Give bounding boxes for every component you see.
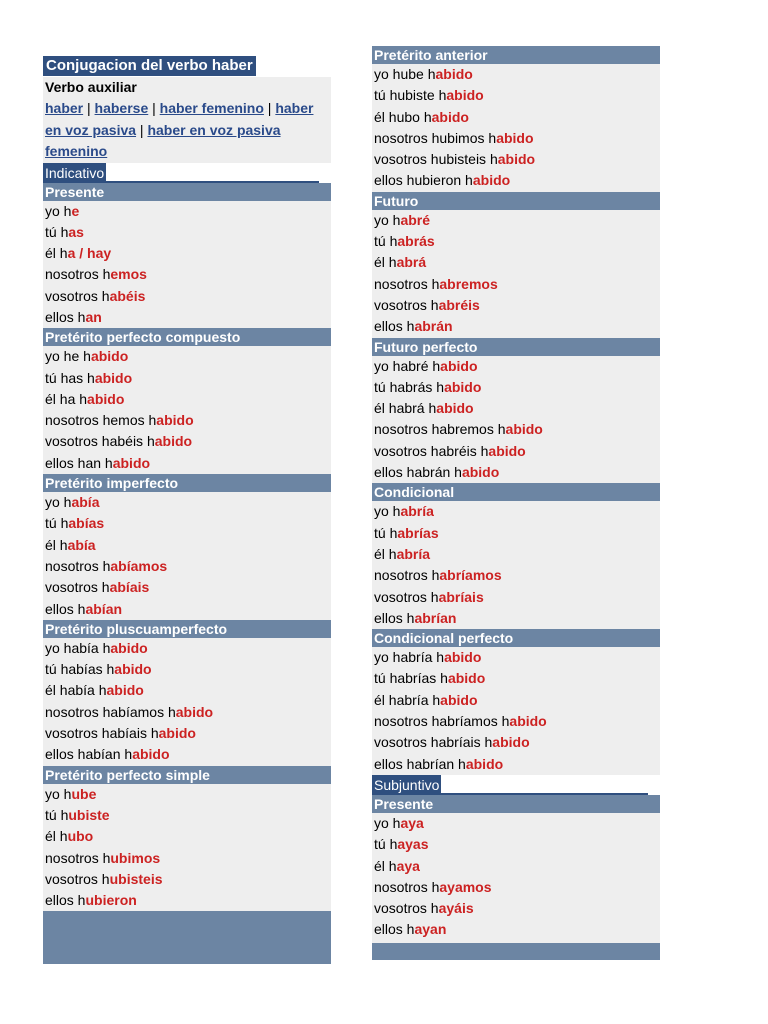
link-haber-voz-pasiva[interactable]: haber en voz pasiva bbox=[45, 100, 314, 138]
conjugation-stem: nosotros h bbox=[374, 567, 440, 584]
conjugation-ending: abríais bbox=[438, 588, 484, 605]
conjugation-ending: abido bbox=[492, 734, 530, 751]
conjugation-stem: tú h bbox=[45, 806, 69, 823]
tense-header-preterito-imperfecto: Pretérito imperfecto bbox=[43, 474, 331, 492]
conjugation-ending: abría bbox=[396, 545, 431, 562]
conjugation-stem: él h bbox=[374, 545, 397, 562]
conjugation-ending: abido bbox=[497, 151, 536, 168]
conjugation-ending: ayas bbox=[397, 836, 429, 853]
conjugation-stem: nosotros hemos h bbox=[45, 412, 157, 429]
verb-type: Verbo auxiliar bbox=[43, 77, 331, 98]
conjugation-stem: yo h bbox=[374, 814, 401, 831]
tense-header-condicional-perfecto: Condicional perfecto bbox=[372, 629, 660, 647]
conjugation-stem: tú has h bbox=[45, 369, 95, 386]
conjugation-ending: abido bbox=[156, 412, 194, 429]
conjugation-row bbox=[372, 149, 660, 170]
conjugation-stem: vosotros habíais h bbox=[45, 725, 159, 742]
conjugation-row bbox=[43, 556, 331, 577]
conjugation-stem: él ha h bbox=[45, 390, 88, 407]
tense-header-preterito-perfecto-simple: Pretérito perfecto simple bbox=[43, 766, 331, 784]
conjugation-ending: abido bbox=[87, 390, 125, 407]
conjugation-ending: abrías bbox=[397, 524, 439, 541]
conjugation-ending: e bbox=[71, 202, 80, 219]
mood-underline bbox=[372, 793, 648, 795]
conjugation-ending: abido bbox=[446, 87, 484, 104]
conjugation-row bbox=[372, 85, 660, 106]
conjugation-row bbox=[372, 587, 660, 608]
conjugation-row bbox=[372, 419, 660, 440]
conjugation-row bbox=[372, 170, 660, 191]
conjugation-stem: nosotros habríamos h bbox=[374, 713, 510, 730]
conjugation-row bbox=[372, 252, 660, 273]
conjugation-ending: abrás bbox=[397, 233, 435, 250]
left-footer-block bbox=[43, 911, 331, 964]
conjugation-ending: abíais bbox=[109, 579, 150, 596]
conjugation-row bbox=[372, 64, 660, 85]
conjugation-ending: abido bbox=[431, 108, 469, 125]
conjugation-ending: abido bbox=[110, 639, 148, 656]
tense-header-preterito-anterior: Pretérito anterior bbox=[372, 46, 660, 64]
conjugation-row bbox=[372, 813, 660, 834]
conjugation-stem: tú h bbox=[374, 524, 398, 541]
conjugation-stem: ellos habrán h bbox=[374, 464, 462, 481]
conjugation-ending: abré bbox=[400, 211, 431, 228]
conjugation-stem: yo hube h bbox=[374, 66, 436, 82]
conjugation-ending: abíamos bbox=[110, 557, 168, 574]
conjugation-row bbox=[372, 377, 660, 398]
conjugation-row bbox=[372, 231, 660, 252]
conjugation-stem: vosotros h bbox=[45, 287, 110, 304]
conjugation-stem: tú h bbox=[374, 233, 398, 250]
conjugation-ending: ubisteis bbox=[109, 870, 163, 887]
conjugation-row bbox=[372, 544, 660, 565]
conjugation-row bbox=[43, 680, 331, 701]
conjugation-ending: abido bbox=[440, 691, 478, 708]
conjugation-row bbox=[43, 890, 331, 911]
conjugation-ending: as bbox=[68, 223, 84, 240]
conjugation-stem: nosotros h bbox=[374, 275, 440, 292]
conjugation-stem: vosotros habéis h bbox=[45, 433, 155, 450]
conjugation-stem: él h bbox=[374, 857, 397, 874]
mood-header-subjuntivo bbox=[372, 775, 660, 795]
conjugation-row bbox=[372, 856, 660, 877]
conjugation-stem: tú habrías h bbox=[374, 670, 448, 687]
conjugation-stem: yo h bbox=[45, 494, 72, 511]
mood-header-indicativo bbox=[43, 163, 331, 183]
tense-header-futuro-perfecto: Futuro perfecto bbox=[372, 338, 660, 356]
page-title-row bbox=[43, 55, 331, 77]
conjugation-ending: abías bbox=[68, 515, 105, 532]
conjugation-row bbox=[43, 368, 331, 389]
conjugation-row bbox=[43, 346, 331, 367]
conjugation-row bbox=[372, 754, 660, 775]
conjugation-ending: abido bbox=[435, 66, 473, 82]
conjugation-ending: aya bbox=[400, 814, 424, 831]
conjugation-ending: ayamos bbox=[439, 878, 492, 895]
conjugation-ending: abido bbox=[472, 172, 511, 189]
link-haberse[interactable]: haberse bbox=[94, 100, 149, 116]
tense-header-presente: Presente bbox=[372, 795, 660, 813]
conjugation-stem: tú habrás h bbox=[374, 378, 445, 395]
conjugation-row bbox=[372, 834, 660, 855]
conjugation-stem: yo habría h bbox=[374, 649, 445, 666]
conjugation-row bbox=[372, 128, 660, 149]
conjugation-ending: abido bbox=[175, 703, 214, 720]
conjugation-row bbox=[43, 535, 331, 556]
conjugation-row bbox=[43, 805, 331, 826]
conjugation-ending: abido bbox=[461, 464, 500, 481]
conjugation-ending: abían bbox=[85, 600, 123, 617]
conjugation-stem: vosotros h bbox=[374, 296, 439, 313]
conjugation-ending: ube bbox=[71, 785, 97, 802]
conjugation-ending: abréis bbox=[438, 296, 480, 313]
conjugation-stem: nosotros h bbox=[45, 266, 111, 283]
conjugation-row bbox=[43, 410, 331, 431]
conjugation-row bbox=[43, 513, 331, 534]
conjugation-ending: ubiste bbox=[68, 806, 110, 823]
mood-underline bbox=[43, 181, 319, 183]
conjugation-stem: vosotros habréis h bbox=[374, 442, 489, 459]
conjugation-stem: ellos h bbox=[45, 600, 86, 617]
conjugation-ending: abía bbox=[71, 494, 100, 511]
conjugation-row bbox=[372, 295, 660, 316]
conjugation-row bbox=[372, 565, 660, 586]
mood-title: Subjuntivo bbox=[374, 776, 440, 793]
tense-header-condicional: Condicional bbox=[372, 483, 660, 501]
conjugation-stem: ellos habían h bbox=[45, 746, 133, 763]
conjugation-row bbox=[43, 659, 331, 680]
conjugation-ending: abrán bbox=[414, 318, 453, 335]
conjugation-row bbox=[43, 389, 331, 410]
conjugation-stem: yo h bbox=[374, 211, 401, 228]
conjugation-stem: ellos habrían h bbox=[374, 755, 466, 772]
tense-header-presente: Presente bbox=[43, 183, 331, 201]
conjugation-stem: él h bbox=[374, 254, 397, 271]
conjugation-ending: a / hay bbox=[67, 245, 112, 262]
conjugation-stem: vosotros h bbox=[374, 900, 439, 917]
conjugation-row bbox=[372, 732, 660, 753]
conjugation-row bbox=[372, 647, 660, 668]
link-haber-femenino[interactable]: haber femenino bbox=[159, 100, 264, 116]
conjugation-row bbox=[372, 898, 660, 919]
conjugation-stem: yo habré h bbox=[374, 357, 441, 374]
conjugation-row bbox=[372, 398, 660, 419]
conjugation-row bbox=[372, 877, 660, 898]
conjugation-row bbox=[372, 107, 660, 128]
conjugation-ending: abríamos bbox=[439, 567, 502, 584]
conjugation-ending: abido bbox=[94, 369, 133, 386]
tense-header-futuro: Futuro bbox=[372, 192, 660, 210]
conjugation-ending: abido bbox=[465, 755, 504, 772]
conjugation-stem: él h bbox=[45, 245, 68, 262]
tense-header-preterito-perfecto-compuesto: Pretérito perfecto compuesto bbox=[43, 328, 331, 346]
conjugation-stem: nosotros h bbox=[45, 849, 111, 866]
conjugation-row bbox=[43, 744, 331, 765]
conjugation-ending: abido bbox=[158, 725, 196, 742]
conjugation-stem: vosotros hubisteis h bbox=[374, 151, 498, 168]
conjugation-stem: ellos h bbox=[374, 318, 415, 335]
conjugation-stem: yo he h bbox=[45, 348, 91, 365]
left-column bbox=[43, 55, 331, 964]
conjugation-stem: él habrá h bbox=[374, 400, 437, 417]
conjugation-ending: emos bbox=[110, 266, 147, 283]
conjugation-stem: vosotros habríais h bbox=[374, 734, 493, 751]
conjugation-ending: abido bbox=[444, 378, 482, 395]
conjugation-stem: tú h bbox=[374, 836, 398, 853]
conjugation-stem: él hubo h bbox=[374, 108, 432, 125]
conjugation-ending: abremos bbox=[439, 275, 498, 292]
conjugation-stem: ellos h bbox=[374, 921, 415, 938]
conjugation-ending: ubieron bbox=[85, 892, 137, 909]
conjugation-stem: tú habías h bbox=[45, 661, 115, 678]
conjugation-row bbox=[43, 869, 331, 890]
conjugation-row bbox=[43, 264, 331, 285]
link-haber[interactable]: haber bbox=[45, 100, 84, 116]
conjugation-row bbox=[43, 826, 331, 847]
conjugation-ending: abido bbox=[112, 454, 151, 471]
conjugation-stem: nosotros habremos h bbox=[374, 421, 506, 438]
conjugation-ending: abrían bbox=[414, 609, 457, 626]
conjugation-row bbox=[43, 492, 331, 513]
conjugation-row bbox=[43, 577, 331, 598]
conjugation-ending: ubo bbox=[67, 828, 94, 845]
conjugation-row bbox=[43, 723, 331, 744]
conjugation-ending: abido bbox=[505, 421, 543, 438]
conjugation-row bbox=[372, 462, 660, 483]
conjugation-row bbox=[372, 690, 660, 711]
conjugation-row bbox=[43, 453, 331, 474]
conjugation-row bbox=[372, 316, 660, 337]
conjugation-row bbox=[372, 711, 660, 732]
conjugation-stem: tú h bbox=[45, 515, 69, 532]
conjugation-row bbox=[43, 307, 331, 328]
right-footer-block bbox=[372, 943, 660, 960]
conjugation-row bbox=[43, 848, 331, 869]
conjugation-ending: abido bbox=[496, 129, 534, 146]
conjugation-row bbox=[43, 431, 331, 452]
conjugation-row bbox=[372, 668, 660, 689]
conjugation-row bbox=[372, 210, 660, 231]
conjugation-stem: él h bbox=[45, 536, 68, 553]
mood-title: Indicativo bbox=[45, 164, 105, 181]
conjugation-stem: vosotros h bbox=[374, 588, 439, 605]
conjugation-row bbox=[43, 222, 331, 243]
conjugation-stem: tú h bbox=[45, 223, 69, 240]
conjugation-row bbox=[43, 638, 331, 659]
conjugation-stem: tú hubiste h bbox=[374, 87, 447, 104]
conjugation-row bbox=[372, 274, 660, 295]
conjugation-stem: ellos h bbox=[45, 892, 86, 909]
page-title: Conjugacion del verbo haber bbox=[43, 56, 256, 76]
conjugation-ending: abrá bbox=[396, 254, 427, 271]
conjugation-row bbox=[43, 243, 331, 264]
conjugation-stem: nosotros h bbox=[45, 557, 111, 574]
conjugation-ending: abido bbox=[444, 649, 482, 666]
conjugation-stem: ellos h bbox=[45, 308, 86, 325]
conjugation-row bbox=[43, 784, 331, 805]
conjugation-ending: abido bbox=[440, 357, 478, 374]
conjugation-ending: abido bbox=[154, 433, 193, 450]
conjugation-ending: ayáis bbox=[438, 900, 474, 917]
conjugation-row bbox=[43, 201, 331, 222]
conjugation-ending: abido bbox=[488, 442, 526, 459]
conjugation-ending: abido bbox=[447, 670, 486, 687]
conjugation-ending: abido bbox=[106, 682, 144, 699]
conjugation-row bbox=[372, 441, 660, 462]
conjugation-stem: ellos h bbox=[374, 609, 415, 626]
conjugation-row bbox=[372, 501, 660, 522]
conjugation-stem: yo había h bbox=[45, 639, 111, 656]
conjugation-stem: vosotros h bbox=[45, 870, 110, 887]
conjugation-stem: yo h bbox=[45, 202, 72, 219]
conjugation-ending: abido bbox=[90, 348, 129, 365]
conjugation-stem: nosotros habíamos h bbox=[45, 703, 176, 720]
conjugation-stem: ellos hubieron h bbox=[374, 172, 473, 189]
conjugation-ending: abido bbox=[509, 713, 547, 730]
conjugation-stem: él h bbox=[45, 828, 68, 845]
conjugation-row bbox=[372, 523, 660, 544]
tense-header-preterito-pluscuamperfecto: Pretérito pluscuamperfecto bbox=[43, 620, 331, 638]
conjugation-row bbox=[372, 919, 660, 940]
conjugation-row bbox=[43, 599, 331, 620]
conjugation-row bbox=[43, 702, 331, 723]
conjugation-ending: abido bbox=[132, 746, 170, 763]
related-links: haber | haberse | haber femenino | haber en voz pasiva | haber en voz pasiva femenino bbox=[43, 98, 331, 163]
conjugation-row bbox=[372, 608, 660, 629]
conjugation-ending: aya bbox=[396, 857, 420, 874]
conjugation-ending: ubimos bbox=[110, 849, 161, 866]
conjugation-ending: abía bbox=[67, 536, 96, 553]
conjugation-stem: yo h bbox=[374, 503, 401, 520]
conjugation-stem: nosotros h bbox=[374, 878, 440, 895]
conjugation-stem: ellos han h bbox=[45, 454, 113, 471]
conjugation-stem: nosotros hubimos h bbox=[374, 129, 497, 146]
conjugation-ending: abido bbox=[436, 400, 474, 417]
conjugation-stem: él había h bbox=[45, 682, 107, 699]
conjugation-stem: él habría h bbox=[374, 691, 441, 708]
conjugation-ending: abido bbox=[114, 661, 152, 678]
conjugation-row bbox=[372, 356, 660, 377]
conjugation-stem: yo h bbox=[45, 785, 72, 802]
conjugation-stem: vosotros h bbox=[45, 579, 110, 596]
conjugation-ending: abría bbox=[400, 503, 434, 520]
conjugation-row bbox=[43, 286, 331, 307]
conjugation-ending: an bbox=[85, 308, 102, 325]
conjugation-ending: ayan bbox=[414, 921, 447, 938]
conjugation-ending: abéis bbox=[109, 287, 146, 304]
right-column bbox=[372, 46, 660, 960]
link-haber-voz-pasiva-femenino[interactable]: haber en voz pasiva femenino bbox=[45, 121, 281, 159]
